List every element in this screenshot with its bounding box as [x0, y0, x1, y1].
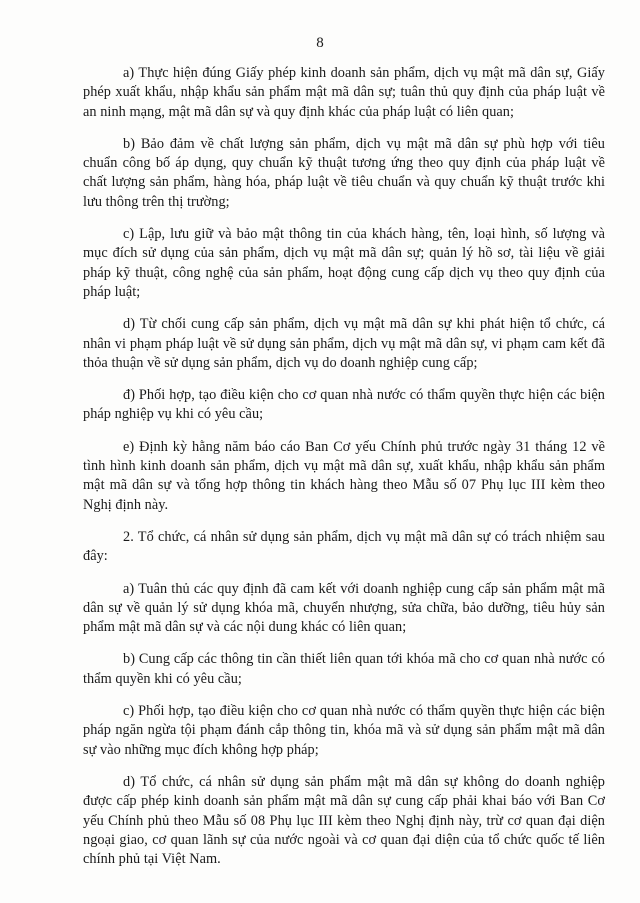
- page-number: 8: [316, 35, 324, 51]
- paragraph-2c: c) Phối hợp, tạo điều kiện cho cơ quan nhà nước có thẩm quyền thực hiện các biện pháp ngăn ngừa tội phạm đánh cắp thông tin, khóa mã và sử dụng sản phẩm mật mã dân sự vào những mục đích không hợp pháp;: [83, 703, 605, 758]
- paragraph-2d: d) Tổ chức, cá nhân sử dụng sản phẩm mật mã dân sự không do doanh nghiệp được cấp phép kinh doanh sản phẩm mật mã dân sự cung cấp phải khai báo với Ban Cơ yếu Chính phủ theo Mẫu số 08 Phụ lục III kèm theo Nghị định này, trừ cơ quan đại diện ngoại giao, cơ quan lãnh sự của nước ngoài và cơ quan đại diện của tổ chức quốc tế liên chính phủ tại Việt Nam.: [83, 773, 605, 868]
- paragraph-2a: a) Tuân thủ các quy định đã cam kết với doanh nghiệp cung cấp sản phẩm mật mã dân sự về quản lý sử dụng khóa mã, chuyển nhượng, sửa chữa, bảo dưỡng, tiêu hủy sản phẩm mật mã dân sự và các nội dung khác có liên quan;: [83, 580, 605, 636]
- paragraph-1b: b) Bảo đảm về chất lượng sản phẩm, dịch vụ mật mã dân sự phù hợp với tiêu chuẩn công bố áp dụng, quy chuẩn kỹ thuật tương ứng theo quy định của pháp luật về chất lượng sản phẩm, hàng hóa, pháp luật về tiêu chuẩn và quy chuẩn kỹ thuật trước khi lưu thông trên thị trường;: [83, 135, 605, 210]
- paragraph-1c: c) Lập, lưu giữ và bảo mật thông tin của khách hàng, tên, loại hình, số lượng và mục đích sử dụng của sản phẩm, dịch vụ mật mã dân sự; quản lý hồ sơ, tài liệu về giải pháp kỹ thuật, công nghệ của sản phẩm, hoạt động cung cấp dịch vụ theo quy định của pháp luật;: [83, 226, 605, 300]
- document-body: [83, 64, 605, 882]
- paragraph-2-heading: 2. Tổ chức, cá nhân sử dụng sản phẩm, dịch vụ mật mã dân sự có trách nhiệm sau đây:: [83, 528, 605, 565]
- paragraph-2b: b) Cung cấp các thông tin cần thiết liên quan tới khóa mã cho cơ quan nhà nước có thẩm quyền khi có yêu cầu;: [83, 651, 605, 687]
- paragraph-1d: d) Từ chối cung cấp sản phẩm, dịch vụ mật mã dân sự khi phát hiện tổ chức, cá nhân vi phạm pháp luật về sử dụng sản phẩm, dịch vụ mật mã dân sự, vi phạm cam kết đã thỏa thuận về sử dụng sản phẩm, dịch vụ do doanh nghiệp cung cấp;: [83, 316, 605, 371]
- paragraph-1e: e) Định kỳ hằng năm báo cáo Ban Cơ yếu Chính phủ trước ngày 31 tháng 12 về tình hình kinh doanh sản phẩm, dịch vụ mật mã dân sự, xuất khẩu, nhập khẩu sản phẩm mật mã dân sự và tổng hợp thông tin khách hàng theo Mẫu số 07 Phụ lục III kèm theo Nghị định này.: [83, 438, 605, 513]
- paragraph-1dd: đ) Phối hợp, tạo điều kiện cho cơ quan nhà nước có thẩm quyền thực hiện các biện pháp nghiệp vụ khi có yêu cầu;: [83, 387, 605, 423]
- paragraph-1a: a) Thực hiện đúng Giấy phép kinh doanh sản phẩm, dịch vụ mật mã dân sự, Giấy phép xuất khẩu, nhập khẩu sản phẩm mật mã dân sự; tuân thủ quy định của pháp luật về an ninh mạng, mật mã dân sự và quy định khác của pháp luật có liên quan;: [83, 65, 605, 120]
